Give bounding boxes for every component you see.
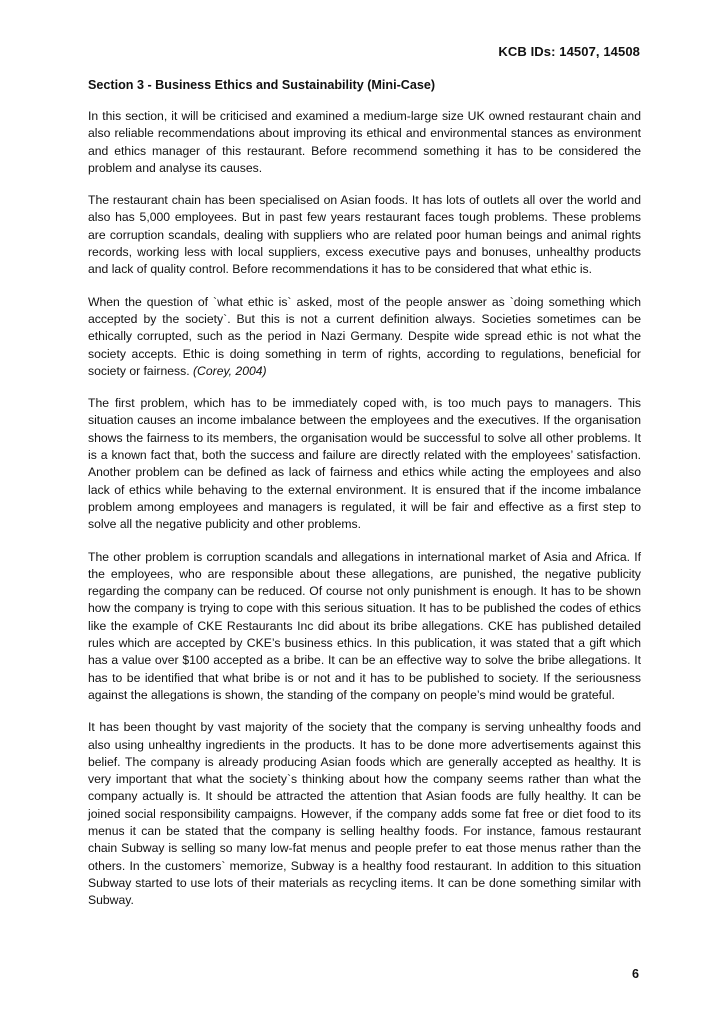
paragraph-first-problem: The first problem, which has to be immediately coped with, is too much pays to managers. This situation causes an income imbalance between the employees and the executives. If the organisation shows the fairness to its members, the organisation would be successful to solve all other problems. It is a known fact that, both the success and failure are directly related with the employees’ satisfaction. Another problem can be defined as lack of fairness and ethics while acting the employees and also lack of ethics while behaving to the external environment. It is ensured that if the income imbalance problem among employees and managers is regulated, it will be fair and effective as a first step to solve all the negative publicity and other problems.: [88, 396, 641, 532]
paragraph-intro: In this section, it will be criticised and examined a medium-large size UK owned restaurant chain and also reliable recommendations about improving its ethical and environmental stances as environment and ethics manager of this restaurant. Before recommend something it has to be considered the problem and analyse its causes.: [88, 109, 641, 175]
paragraph-corruption: The other problem is corruption scandals and allegations in international market of Asia and Africa. If the employees, who are responsible about these allegations, are punished, the negative publicity regarding the company can be reduced. Of course not only punishment is enough. It has to be shown how the company is trying to cope with this serious situation. It has to be published the codes of ethics like the example of CKE Restaurants Inc did about its bribe allegations. CKE has published detailed rules which are accepted by CKE’s business ethics. In this publication, it was stated that a gift which has a value over $100 accepted as a bribe. It can be an effective way to solve the bribe allegations. It has to be identified that what bribe is or not and it has to be published to society. If the seriousness against the allegations is shown, the standing of the company on people’s mind would be grateful.: [88, 549, 641, 702]
citation: (Corey, 2004): [193, 363, 267, 378]
document-body: [88, 76, 641, 924]
page-number: 6: [631, 967, 639, 981]
header-ids: KCB IDs: 14507, 14508: [498, 44, 640, 59]
paragraph-unhealthy-foods: It has been thought by vast majority of the society that the company is serving unhealthy foods and also using unhealthy ingredients in the products. It has to be done more advertisements against this belief. The company is already producing Asian foods which are generally accepted as healthy. It is very important that what the society`s thinking about how the company seems rather than what the company actually is. It should be attracted the attention that Asian foods are fully healthy. It can be joined social responsibility campaigns. However, if the company adds some fat free or diet food to its menus it can be stated that the company is selling healthy foods. For instance, famous restaurant chain Subway is selling so many low-fat menus and people prefer to eat those menus rather than the others. In the customers` memorize, Subway is a healthy food restaurant. In addition to this situation Subway started to use lots of their materials as recycling items. It can be done something similar with Subway.: [88, 720, 641, 908]
paragraph-restaurant-chain: The restaurant chain has been specialised on Asian foods. It has lots of outlets all over the world and also has 5,000 employees. But in past few years restaurant faces tough problems. These problems are corruption scandals, dealing with suppliers who are related poor human beings and animal rights records, working less with local suppliers, excess executive pays and bonuses, unhealthy products and lack of quality control. Before recommendations it has to be considered that what ethic is.: [88, 193, 641, 277]
section-title: Section 3 - Business Ethics and Sustainability (Mini-Case): [88, 78, 436, 92]
paragraph-ethic-definition: [88, 294, 641, 380]
paragraph-ethic-text: When the question of `what ethic is` asked, most of the people answer as `doing something which accepted by the society`. But this is not a current definition always. Societies sometimes can be ethically corrupted, such as the period in Nazi Germany. Despite wide spread ethic is not what the society accepts. Ethic is doing something in term of rights, according to regulations, beneficial for society or fairness.: [88, 294, 641, 378]
